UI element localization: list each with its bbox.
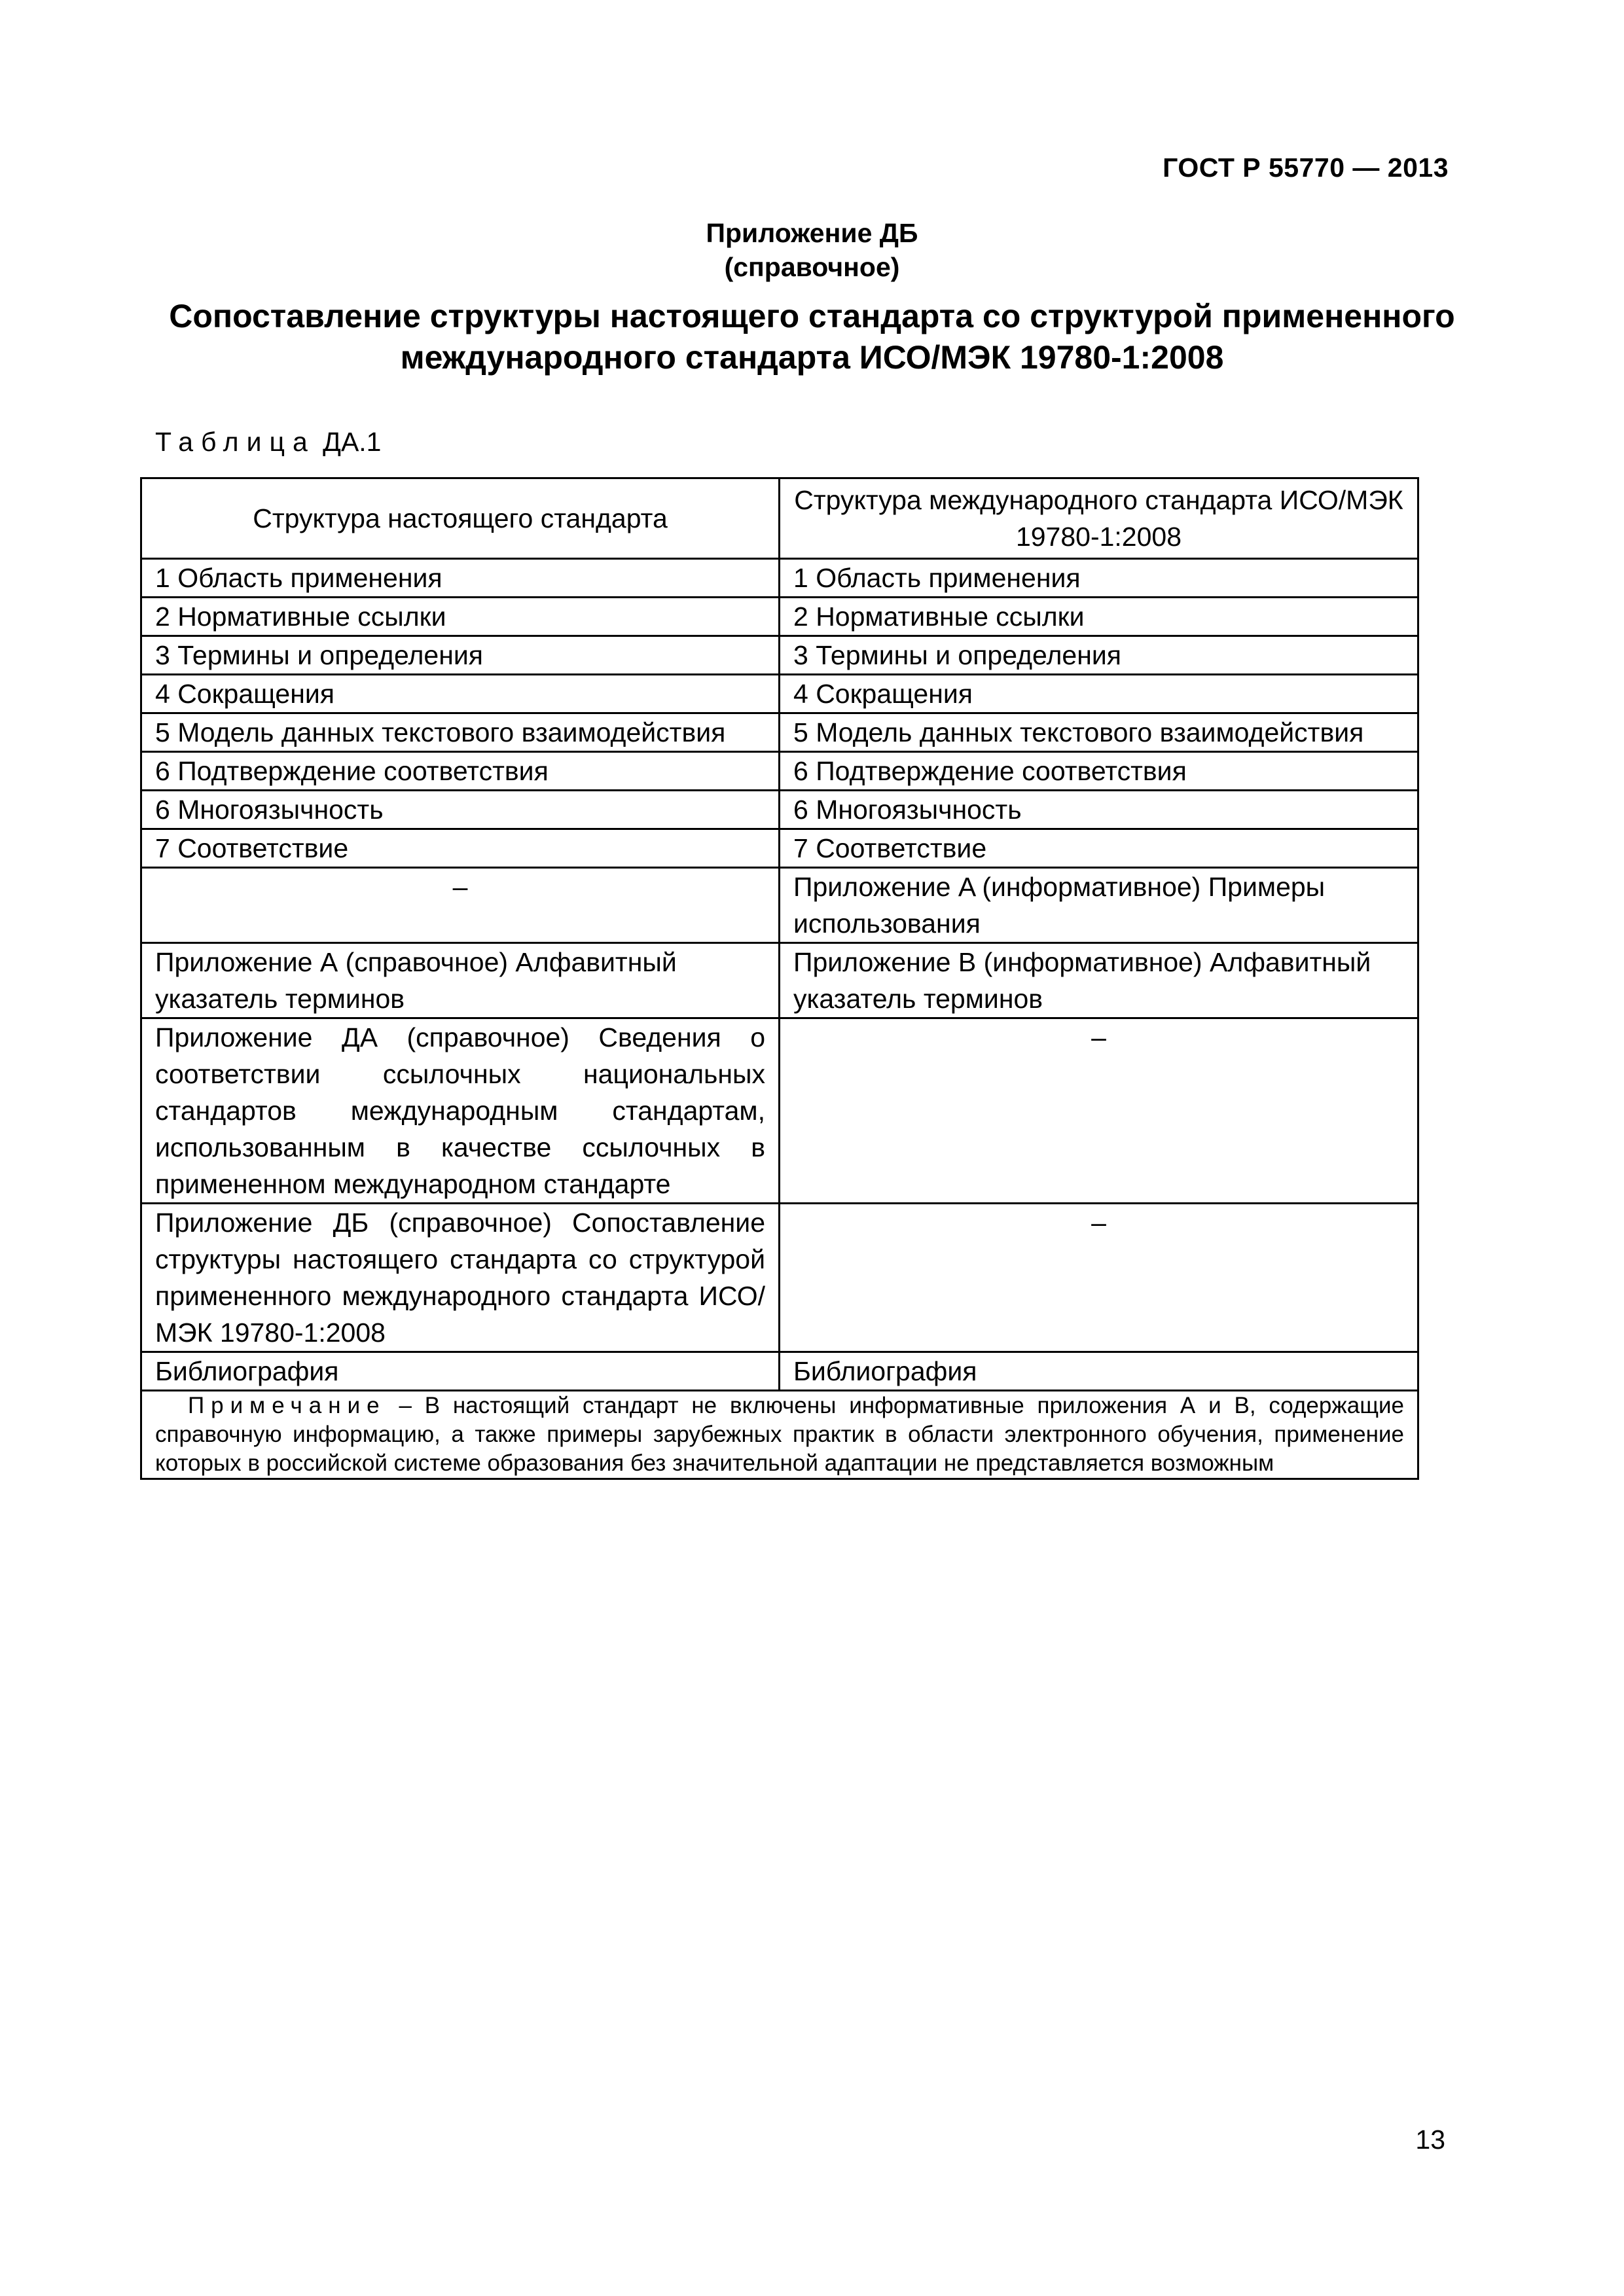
comparison-table bbox=[140, 477, 1419, 1480]
table-header-row bbox=[141, 478, 1418, 559]
table-cell: Приложение ДБ (справочное) Сопоставление структуры настоящего стандарта со структурой примененного международного стандарта ИСО/МЭК 19780-1:2008 bbox=[141, 1204, 780, 1352]
table-cell: 6 Подтверждение соответствия bbox=[780, 752, 1418, 791]
table-row bbox=[141, 559, 1418, 598]
table-row bbox=[141, 791, 1418, 829]
table-row bbox=[141, 752, 1418, 791]
table-caption-word: Таблица bbox=[155, 427, 316, 457]
column-header-international: Структура международного стандарта ИСО/МЭК 19780-1:2008 bbox=[780, 478, 1418, 559]
table-cell: Приложение А (справочное) Алфавитный указатель терминов bbox=[141, 943, 780, 1018]
table-cell: Приложение A (информативное) Примеры использования bbox=[780, 868, 1418, 943]
page-number: 13 bbox=[1415, 2125, 1445, 2155]
table-cell: 5 Модель данных текстового взаимодействия bbox=[780, 713, 1418, 752]
table-note bbox=[141, 1391, 1418, 1479]
table-cell: 3 Термины и определения bbox=[780, 636, 1418, 675]
page-title-line-2: международного стандарта ИСО/МЭК 19780-1:2008 bbox=[400, 339, 1224, 376]
table-row bbox=[141, 1204, 1418, 1352]
table-cell: 1 Область применения bbox=[141, 559, 780, 598]
table-cell: Библиография bbox=[141, 1352, 780, 1391]
table-cell: Приложение B (информативное) Алфавитный указатель терминов bbox=[780, 943, 1418, 1018]
page-title bbox=[0, 296, 1624, 378]
table-cell: 7 Соответствие bbox=[780, 829, 1418, 868]
table-note-text: – В настоящий стандарт не включены информативные приложения А и В, содержащие справочную информацию, а также примеры зарубежных практик в области электронного обучения, применение которых в российской системе образования без значительной адаптации не представляется возможным bbox=[155, 1393, 1405, 1476]
table-row bbox=[141, 829, 1418, 868]
table-cell: 4 Сокращения bbox=[141, 675, 780, 713]
table-cell: 6 Многоязычность bbox=[141, 791, 780, 829]
appendix-type: (справочное) bbox=[724, 252, 900, 282]
table-cell-empty-dash: – bbox=[141, 868, 780, 943]
table-row bbox=[141, 636, 1418, 675]
table-cell: 3 Термины и определения bbox=[141, 636, 780, 675]
table-row bbox=[141, 675, 1418, 713]
table-cell: Библиография bbox=[780, 1352, 1418, 1391]
appendix-title: Приложение ДБ bbox=[706, 218, 918, 248]
table-caption bbox=[155, 427, 381, 457]
table-cell: 4 Сокращения bbox=[780, 675, 1418, 713]
page-title-line-1: Сопоставление структуры настоящего стандарта со структурой примененного bbox=[169, 298, 1455, 334]
table-row bbox=[141, 868, 1418, 943]
table-note-row bbox=[141, 1391, 1418, 1479]
table-cell-empty-dash: – bbox=[780, 1204, 1418, 1352]
table-cell: 5 Модель данных текстового взаимодействия bbox=[141, 713, 780, 752]
column-header-national: Структура настоящего стандарта bbox=[141, 478, 780, 559]
table-cell: 2 Нормативные ссылки bbox=[780, 598, 1418, 636]
table-cell: 2 Нормативные ссылки bbox=[141, 598, 780, 636]
table-cell-empty-dash: – bbox=[780, 1018, 1418, 1204]
table-caption-number: ДА.1 bbox=[323, 427, 382, 457]
table-row bbox=[141, 943, 1418, 1018]
document-code: ГОСТ Р 55770 — 2013 bbox=[1163, 152, 1449, 183]
table-cell: Приложение ДА (справочное) Сведения о соответствии ссылочных национальных стандартов международным стандартам, использованным в качестве ссылочных в примененном международном стандарте bbox=[141, 1018, 780, 1204]
table-row bbox=[141, 1352, 1418, 1391]
table-cell: 6 Подтверждение соответствия bbox=[141, 752, 780, 791]
table-note-label: Примечание bbox=[188, 1393, 386, 1418]
table-row bbox=[141, 598, 1418, 636]
appendix-heading bbox=[0, 216, 1624, 284]
table-cell: 6 Многоязычность bbox=[780, 791, 1418, 829]
table-row bbox=[141, 713, 1418, 752]
table-cell: 7 Соответствие bbox=[141, 829, 780, 868]
table-cell: 1 Область применения bbox=[780, 559, 1418, 598]
table-row bbox=[141, 1018, 1418, 1204]
